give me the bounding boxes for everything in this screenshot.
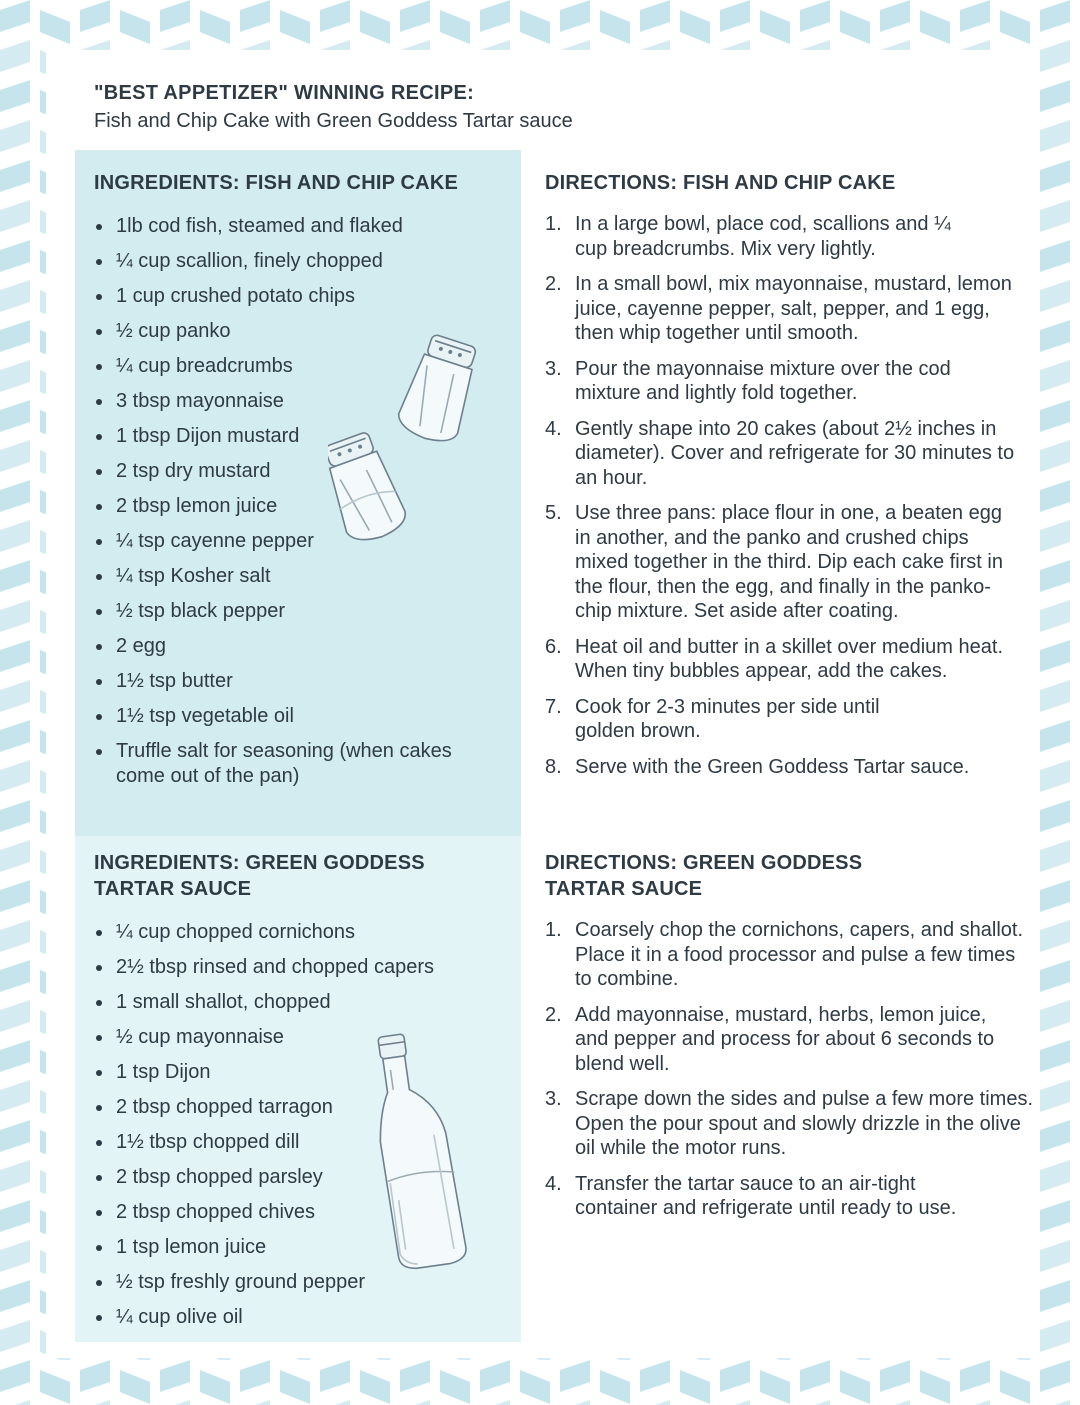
list-item: ¼ cup olive oil xyxy=(94,1305,494,1330)
list-item: 2 tbsp chopped parsley xyxy=(94,1165,494,1190)
list-item: 2½ tbsp rinsed and chopped capers xyxy=(94,955,494,980)
list-item: 2 tbsp chopped tarragon xyxy=(94,1095,494,1120)
section-title-line-1: DIRECTIONS: GREEN GODDESS xyxy=(545,852,863,874)
list-item: 2 tbsp chopped chives xyxy=(94,1200,494,1225)
list-item: ½ cup panko xyxy=(94,319,494,344)
list-item: 2 tbsp lemon juice xyxy=(94,494,494,519)
list-item: 7. Cook for 2-3 minutes per side until golden brown. xyxy=(545,695,880,742)
list-item: ½ cup mayonnaise xyxy=(94,1025,494,1050)
section-title-line-2: TARTAR SAUCE xyxy=(545,878,703,900)
list-item: ¼ cup scallion, finely chopped xyxy=(94,249,494,274)
page-title: "BEST APPETIZER" WINNING RECIPE: xyxy=(94,82,475,104)
list-item: 1 cup crushed potato chips xyxy=(94,284,494,309)
list-item: ¼ tsp Kosher salt xyxy=(94,564,494,589)
list-item: 2. In a small bowl, mix mayonnaise, mustard, lemon juice, cayenne pepper, salt, pepper, and 1 egg, then whip together until smooth. xyxy=(545,273,1012,344)
list-item: ¼ cup chopped cornichons xyxy=(94,920,494,945)
cake-directions-list xyxy=(545,212,1015,779)
list-item: 1lb cod fish, steamed and flaked xyxy=(94,214,494,239)
list-item: 1. In a large bowl, place cod, scallions and ¼ cup breadcrumbs. Mix very lightly. xyxy=(545,213,951,260)
list-item: 1 tbsp Dijon mustard xyxy=(94,424,494,449)
cake-directions-section xyxy=(545,170,1015,790)
list-item: 1 small shallot, chopped xyxy=(94,990,494,1015)
recipe-header xyxy=(94,80,994,134)
list-item: 3. Pour the mayonnaise mixture over the cod mixture and lightly fold together. xyxy=(545,357,951,404)
list-item: ½ tsp black pepper xyxy=(94,599,494,624)
section-title-line-2: TARTAR SAUCE xyxy=(94,878,252,900)
section-title: INGREDIENTS: FISH AND CHIP CAKE xyxy=(94,172,459,194)
list-item: 1. Coarsely chop the cornichons, capers, and shallot. Place it in a food processor and pulse a few times to combine. xyxy=(545,919,1024,990)
list-item: 1½ tbsp chopped dill xyxy=(94,1130,494,1155)
list-item: 4. Transfer the tartar sauce to an air-tight container and refrigerate until ready to use. xyxy=(545,1172,957,1219)
list-item: 2 egg xyxy=(94,634,494,659)
list-item: ¼ tsp cayenne pepper xyxy=(94,529,494,554)
page-subtitle: Fish and Chip Cake with Green Goddess Tartar sauce xyxy=(94,110,573,132)
list-item: Truffle salt for seasoning (when cakes come out of the pan) xyxy=(94,739,476,789)
list-item: 1 tsp lemon juice xyxy=(94,1235,494,1260)
list-item: 1½ tsp butter xyxy=(94,669,494,694)
section-title: DIRECTIONS: FISH AND CHIP CAKE xyxy=(545,172,896,194)
list-item: ½ tsp freshly ground pepper xyxy=(94,1270,494,1295)
list-item: 4. Gently shape into 20 cakes (about 2½ inches in diameter). Cover and refrigerate for 30 minutes to an hour. xyxy=(545,417,1015,489)
list-item: 2. Add mayonnaise, mustard, herbs, lemon juice, and pepper and process for about 6 seconds to blend well. xyxy=(545,1003,995,1075)
list-item: 3. Scrape down the sides and pulse a few more times. Open the pour spout and slowly drizzle in the olive oil while the motor runs. xyxy=(545,1088,1034,1159)
list-item: 8. Serve with the Green Goddess Tartar sauce. xyxy=(545,755,970,778)
list-item: 6. Heat oil and butter in a skillet over medium heat. When tiny bubbles appear, add the cakes. xyxy=(545,635,1003,682)
list-item: 1½ tsp vegetable oil xyxy=(94,704,494,729)
list-item: ¼ cup breadcrumbs xyxy=(94,354,494,379)
salt-shaker-icon xyxy=(328,330,478,550)
sauce-directions-list xyxy=(545,918,1034,1221)
oil-bottle-icon xyxy=(372,1025,492,1275)
section-title-line-1: INGREDIENTS: GREEN GODDESS xyxy=(94,852,425,874)
list-item: 2 tsp dry mustard xyxy=(94,459,494,484)
list-item: 1 tsp Dijon xyxy=(94,1060,494,1085)
list-item: 5. Use three pans: place flour in one, a beaten egg in another, and the panko and crushed chips mixed together in the third. Dip each cake first in the flour, then the egg, and finally in the panko-chip mixture. Set aside after coating. xyxy=(545,502,1003,622)
list-item: 3 tbsp mayonnaise xyxy=(94,389,494,414)
sauce-directions-section xyxy=(545,850,1034,1232)
